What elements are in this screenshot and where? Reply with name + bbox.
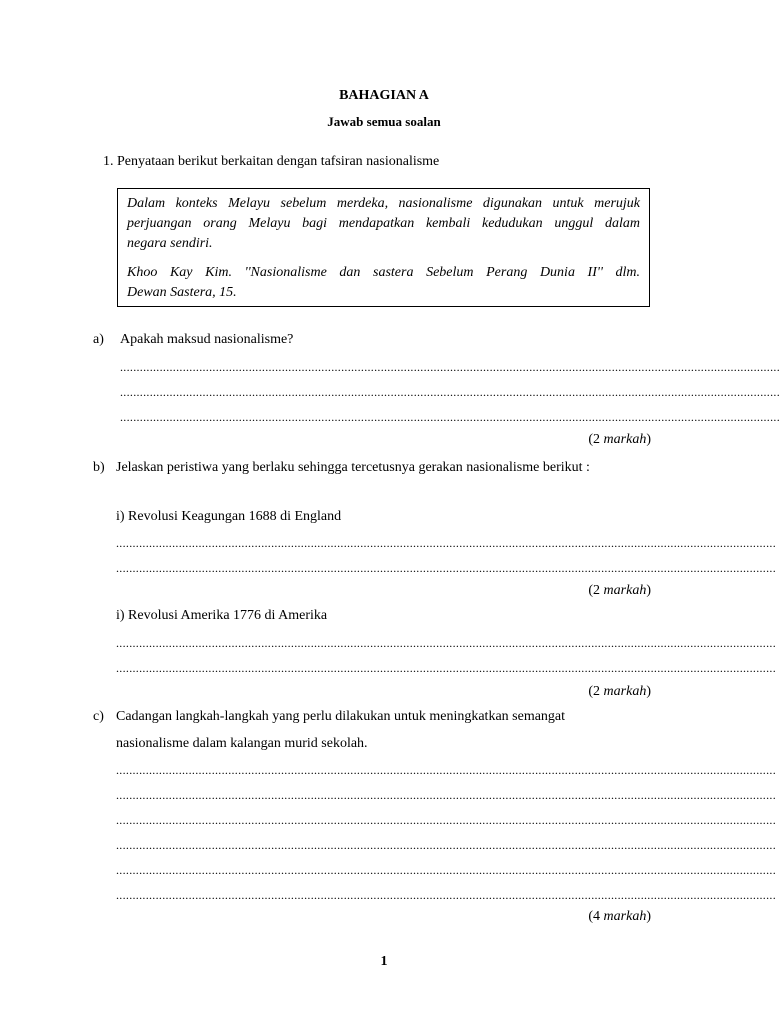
part-c-question-line-1: Cadangan langkah-langkah yang perlu dilakukan untuk meningkatkan semangat: [116, 709, 566, 724]
answer-line[interactable]: ........................................................................................................................................................................................................: [120, 385, 780, 399]
section-instruction: Jawab semua soalan: [327, 114, 441, 129]
quotation-source-line-2: Dewan Sastera, 15.: [127, 285, 237, 300]
part-c-question-line-2: nasionalisme dalam kalangan murid sekolah.: [116, 736, 368, 751]
quotation-line-2: perjuangan orang Melayu bagi mendapatkan kembali kedudukan unggul dalam: [127, 216, 640, 231]
quotation-line-3: negara sendiri.: [127, 236, 213, 251]
answer-line[interactable]: ........................................................................................................................................................................................................: [116, 838, 776, 852]
quotation-source-line-1: Khoo Kay Kim. ''Nasionalisme dan sastera Sebelum Perang Dunia II'' dlm.: [127, 265, 640, 280]
part-b-item-1-marks: (2 markah): [588, 583, 651, 598]
part-c-marks: (4 markah): [588, 909, 651, 924]
answer-line[interactable]: ........................................................................................................................................................................................................: [116, 763, 776, 777]
answer-line[interactable]: ........................................................................................................................................................................................................: [116, 788, 776, 802]
part-a-marks: (2 markah): [588, 432, 651, 447]
answer-line[interactable]: ........................................................................................................................................................................................................: [120, 360, 780, 374]
part-b-item-2-marks: (2 markah): [588, 684, 651, 699]
part-b-question: Jelaskan peristiwa yang berlaku sehingga tercetusnya gerakan nasionalisme berikut :: [116, 460, 590, 475]
part-b-item-2: i) Revolusi Amerika 1776 di Amerika: [116, 608, 328, 623]
answer-line[interactable]: ........................................................................................................................................................................................................: [116, 813, 776, 827]
part-c-label: c): [93, 709, 104, 724]
question-1-stem: 1. Penyataan berikut berkaitan dengan tafsiran nasionalisme: [103, 154, 440, 169]
answer-line[interactable]: ........................................................................................................................................................................................................: [116, 536, 776, 550]
quotation-box: [117, 188, 650, 307]
part-a-question: Apakah maksud nasionalisme?: [120, 332, 294, 347]
answer-line[interactable]: ........................................................................................................................................................................................................: [116, 863, 776, 877]
answer-line[interactable]: ........................................................................................................................................................................................................: [116, 888, 776, 902]
part-b-item-1: i) Revolusi Keagungan 1688 di England: [116, 509, 342, 524]
page-number: 1: [380, 954, 388, 969]
answer-line[interactable]: ........................................................................................................................................................................................................: [116, 636, 776, 650]
quotation-line-1: Dalam konteks Melayu sebelum merdeka, nasionalisme digunakan untuk merujuk: [127, 196, 640, 211]
answer-line[interactable]: ........................................................................................................................................................................................................: [120, 410, 780, 424]
part-b-label: b): [93, 460, 105, 475]
section-title: BAHAGIAN A: [339, 88, 429, 103]
part-a-label: a): [93, 332, 104, 347]
answer-line[interactable]: ........................................................................................................................................................................................................: [116, 661, 776, 675]
answer-line[interactable]: ........................................................................................................................................................................................................: [116, 561, 776, 575]
